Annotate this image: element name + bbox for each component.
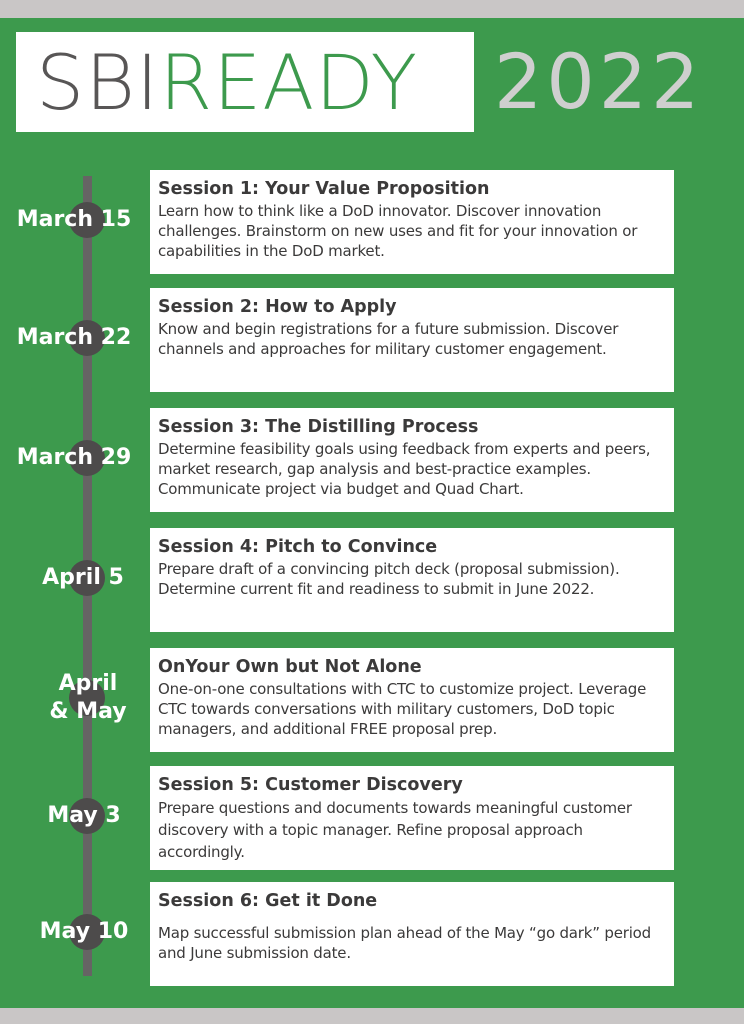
year-label: 2022 xyxy=(494,37,704,126)
session-date-line1: April xyxy=(58,671,118,696)
session-card xyxy=(150,648,674,752)
session-date-line2: & May xyxy=(49,699,127,724)
session-description: Learn how to think like a DoD innovator. Discover innovation challenges. Brainstorm on new uses and fit for your innovation or capabilities in the DoD market. xyxy=(158,202,638,260)
session-date: March 15 xyxy=(16,207,132,232)
session-card xyxy=(150,528,674,632)
session-description: One-on-one consultations with CTC to customize project. Leverage CTC towards conversations with military customers, DoD topic managers, and additional FREE proposal prep. xyxy=(158,680,647,738)
session-card xyxy=(150,288,674,392)
session-description: Prepare draft of a convincing pitch deck (proposal submission). Determine current fit and readiness to submit in June 2022. xyxy=(158,560,620,598)
session-card xyxy=(150,170,674,274)
session-card xyxy=(150,408,674,512)
session-title: Session 2: How to Apply xyxy=(158,297,397,317)
session-card xyxy=(150,882,674,986)
session-card xyxy=(150,766,674,870)
logo-ready: READY xyxy=(159,38,419,127)
session-description: Map successful submission plan ahead of the May “go dark” period and June submission date. xyxy=(158,924,651,962)
logo xyxy=(16,32,474,132)
session-date: May 10 xyxy=(39,919,129,944)
session-description: Know and begin registrations for a future submission. Discover channels and approaches for military customer engagement. xyxy=(158,320,619,358)
session-title: Session 3: The Distilling Process xyxy=(158,417,479,437)
session-date: March 29 xyxy=(16,445,132,470)
session-title: Session 5: Customer Discovery xyxy=(158,775,463,795)
session-title: Session 4: Pitch to Convince xyxy=(158,537,438,557)
session-date: April 5 xyxy=(42,565,124,590)
session-description: Determine feasibility goals using feedback from experts and peers, market research, gap analysis and best-practice examples. Communicate project via budget and Quad Chart. xyxy=(158,440,651,498)
session-title: Session 6: Get it Done xyxy=(158,891,378,911)
session-date: March 22 xyxy=(16,325,132,350)
session-title: OnYour Own but Not Alone xyxy=(158,657,422,677)
session-description: Prepare questions and documents towards meaningful customer discovery with a topic manager. Refine proposal approach accordingly. xyxy=(158,799,632,861)
session-title: Session 1: Your Value Proposition xyxy=(158,179,490,199)
logo-wordmark xyxy=(36,38,418,128)
logo-sbi: SBI xyxy=(36,38,160,127)
session-date: May 3 xyxy=(47,803,121,828)
